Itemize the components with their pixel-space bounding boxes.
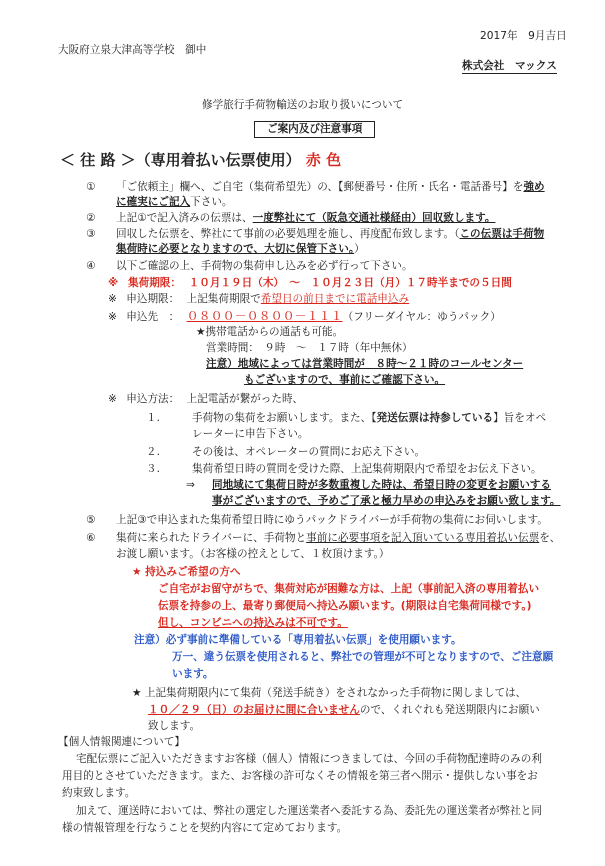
route-color-label: 赤 色	[305, 151, 342, 169]
pickup-deadline-emphasis: 希望日の前日までに電話申込み	[260, 293, 410, 305]
method-label: 申込方法：	[126, 393, 180, 405]
pickup-contact-label: 申込先 ：	[126, 311, 180, 323]
privacy-p1-line-1: 宅配伝票にご記入いただきますお客様（個人）情報につきましては、今回の手荷物配達時のみの利	[76, 753, 542, 765]
item-3-line-1	[116, 228, 544, 241]
pickup-contact-mark: ※	[108, 311, 117, 323]
item-3-text: 回収した伝票を、弊社にて事前の必要処理を施し、再度配布致します。（	[116, 228, 460, 240]
mobile-ok-note: ★携帯電話からの通話も可能。	[196, 326, 344, 338]
pickup-deadline	[108, 293, 409, 306]
step-1-line-1	[192, 412, 546, 425]
step-2-num: ２.	[146, 446, 160, 458]
route-label: ＜ 往 路 ＞（専用着払い伝票使用）	[60, 151, 301, 169]
item-6-emphasis: 事前に必要事項を記入頂いている専用着払い伝票	[306, 532, 540, 544]
pickup-period-value: １０月１９日（木） ～ １０月２３日（月）１７時半までの５日間	[188, 277, 512, 289]
pickup-contact-phone: ０８００－０８００－１１１	[186, 309, 343, 323]
slip-caution-3: います。	[172, 668, 214, 680]
step-2-text: その後は、オペレーターの質問にお応え下さい。	[192, 446, 426, 458]
item-4-text: 以下ご確認の上、手荷物の集荷申し込みを必ず行って下さい。	[116, 260, 413, 272]
document-title: 修学旅行手荷物輸送のお取り扱いについて	[202, 99, 404, 111]
late-notice-emphasis: １０／２９（日）のお届けに間に合いません	[148, 704, 360, 716]
document-subtitle: ご案内及び注意事項	[254, 121, 375, 138]
method-mark: ※	[108, 393, 117, 405]
item-6-text: 集荷に来られたドライバーに、手荷物と	[116, 532, 307, 544]
item-6-tail: を、	[539, 532, 561, 544]
pickup-deadline-label: 申込期限：	[126, 293, 180, 305]
slip-caution-1: 注意）必ず事前に準備している「専用着払い伝票」を使用願います。	[134, 634, 462, 646]
method-heading	[108, 393, 303, 406]
item-3-num: ③	[86, 228, 96, 240]
pickup-contact	[108, 310, 501, 324]
dropoff-heading: ★ 持込みご希望の方へ	[132, 566, 241, 578]
step-3-text: 集荷希望日時の質問を受けた際、上記集荷期限内で希望をお伝え下さい。	[192, 463, 542, 475]
dropoff-line-1: ご自宅がお留守がちで、集荷対応が困難な方は、上記（事前記入済の専用着払い	[158, 583, 540, 595]
pickup-period-label: 集荷期限：	[128, 277, 181, 289]
item-3-emphasis: この伝票は手荷物	[459, 228, 545, 240]
pickup-period	[108, 277, 512, 290]
item-1-line-2	[116, 196, 233, 209]
pickup-deadline-text: 上記集荷期限で	[186, 293, 261, 305]
item-6-line-2: お渡し願います。（お客様の控えとして、１枚頂けます。）	[116, 548, 390, 560]
pickup-period-mark: ※	[108, 277, 119, 289]
privacy-p1-line-2: 用目的とさせていただきます。また、お客様の許可なくその情報を第三者へ開示・提供しない事をお	[62, 770, 538, 782]
step-1-text: 手荷物の集荷をお願いします。また、【	[192, 412, 377, 424]
step-1-emphasis: 発送伝票は持参している	[376, 412, 494, 424]
dropoff-line-3: 但し、コンビニへの持込みは不可です。	[158, 617, 348, 629]
late-notice-text: ので、くれぐれも発送期限内にお願い	[359, 704, 540, 716]
privacy-p2-line-1: 加えて、運送時においては、弊社の選定した運送業者へ委託する為、委託先の運送業者が弊社と同	[76, 805, 542, 817]
item-2-text: 上記①で記入済みの伝票は、	[116, 212, 253, 224]
company-name: 株式会社 マックス	[462, 60, 557, 72]
late-notice-3: 致します。	[148, 720, 201, 732]
note-arrow: ⇒	[186, 479, 195, 491]
item-1-emphasis: 強め	[523, 181, 545, 193]
step-1-line-2: レーターに申告下さい。	[192, 428, 309, 440]
item-6-num: ⑥	[86, 532, 96, 544]
overlap-note-2: 事がございますので、予めご了承と極力早めの申込みをお願い致します。	[212, 495, 561, 507]
item-2-line	[116, 212, 495, 225]
item-4-num: ④	[86, 260, 96, 272]
privacy-p1-line-3: 約束致します。	[62, 787, 136, 799]
item-2-num: ②	[86, 212, 96, 224]
privacy-p2-line-2: 様の情報管理を行なうことを契約内容にて定めております。	[62, 822, 348, 834]
pickup-contact-note: （フリーダイヤル：ゆうパック）	[342, 311, 501, 323]
step-1-num: １.	[146, 412, 160, 424]
item-3-emphasis-2: 集荷時に必要となりますので、大切に保管下さい。	[116, 243, 355, 255]
item-1-tail: 下さい。	[190, 196, 233, 208]
overlap-note-1: 同地域にて集荷日時が多数重複した時は、希望日時の変更をお願いする	[212, 479, 551, 491]
late-notice-2	[148, 704, 540, 717]
item-2-emphasis: 一度弊社にて（阪急交通社様経由）回収致します。	[252, 212, 496, 224]
route-heading	[60, 150, 341, 170]
dropoff-line-2: 伝票を持参の上、最寄り郵便局へ持込み願います。(期限は自宅集荷同様です。)	[158, 600, 532, 612]
hours-caution-2: もございますので、事前にご確認下さい。	[244, 374, 446, 386]
step-3-num: ３.	[146, 463, 160, 475]
item-1-emphasis-2: に確実にご記入	[116, 196, 191, 208]
slip-caution-2: 万一、違う伝票を使用されると、弊社での管理が不可となりますので、ご注意願	[172, 651, 554, 663]
hours-caution-1: 注意）地域によっては営業時間が ８時～２１時のコールセンター	[206, 358, 524, 370]
business-hours: 営業時間： ９時 ～ １７時（年中無休）	[206, 342, 413, 354]
item-3-line-2	[116, 243, 365, 256]
method-intro: 上記電話が繋がった時、	[186, 393, 304, 405]
item-1-text: 「ご依頼主」欄へ、ご自宅（集荷希望先）の、【郵便番号・住所・氏名・電話番号】を	[116, 181, 524, 193]
item-5-text: 上記③で申込まれた集荷希望日時にゆうパックドライバーが手荷物の集荷にお伺いします。	[116, 514, 548, 526]
step-1-tail: 】旨をオペ	[493, 412, 547, 424]
item-3-tail: ）	[354, 243, 365, 255]
addressee: 大阪府立泉大津高等学校 御中	[58, 44, 207, 56]
pickup-deadline-mark: ※	[108, 293, 117, 305]
item-1-line-1	[116, 181, 545, 194]
late-notice-1: ★ 上記集荷期限内にて集荷（発送手続き）をされなかった手荷物に関しましては、	[132, 687, 527, 699]
document-date: 2017年 9月吉日	[480, 30, 567, 42]
item-6-line-1	[116, 532, 560, 545]
item-5-num: ⑤	[86, 514, 96, 526]
item-1-num: ①	[86, 181, 96, 193]
privacy-heading: 【個人情報関連について】	[58, 736, 185, 748]
